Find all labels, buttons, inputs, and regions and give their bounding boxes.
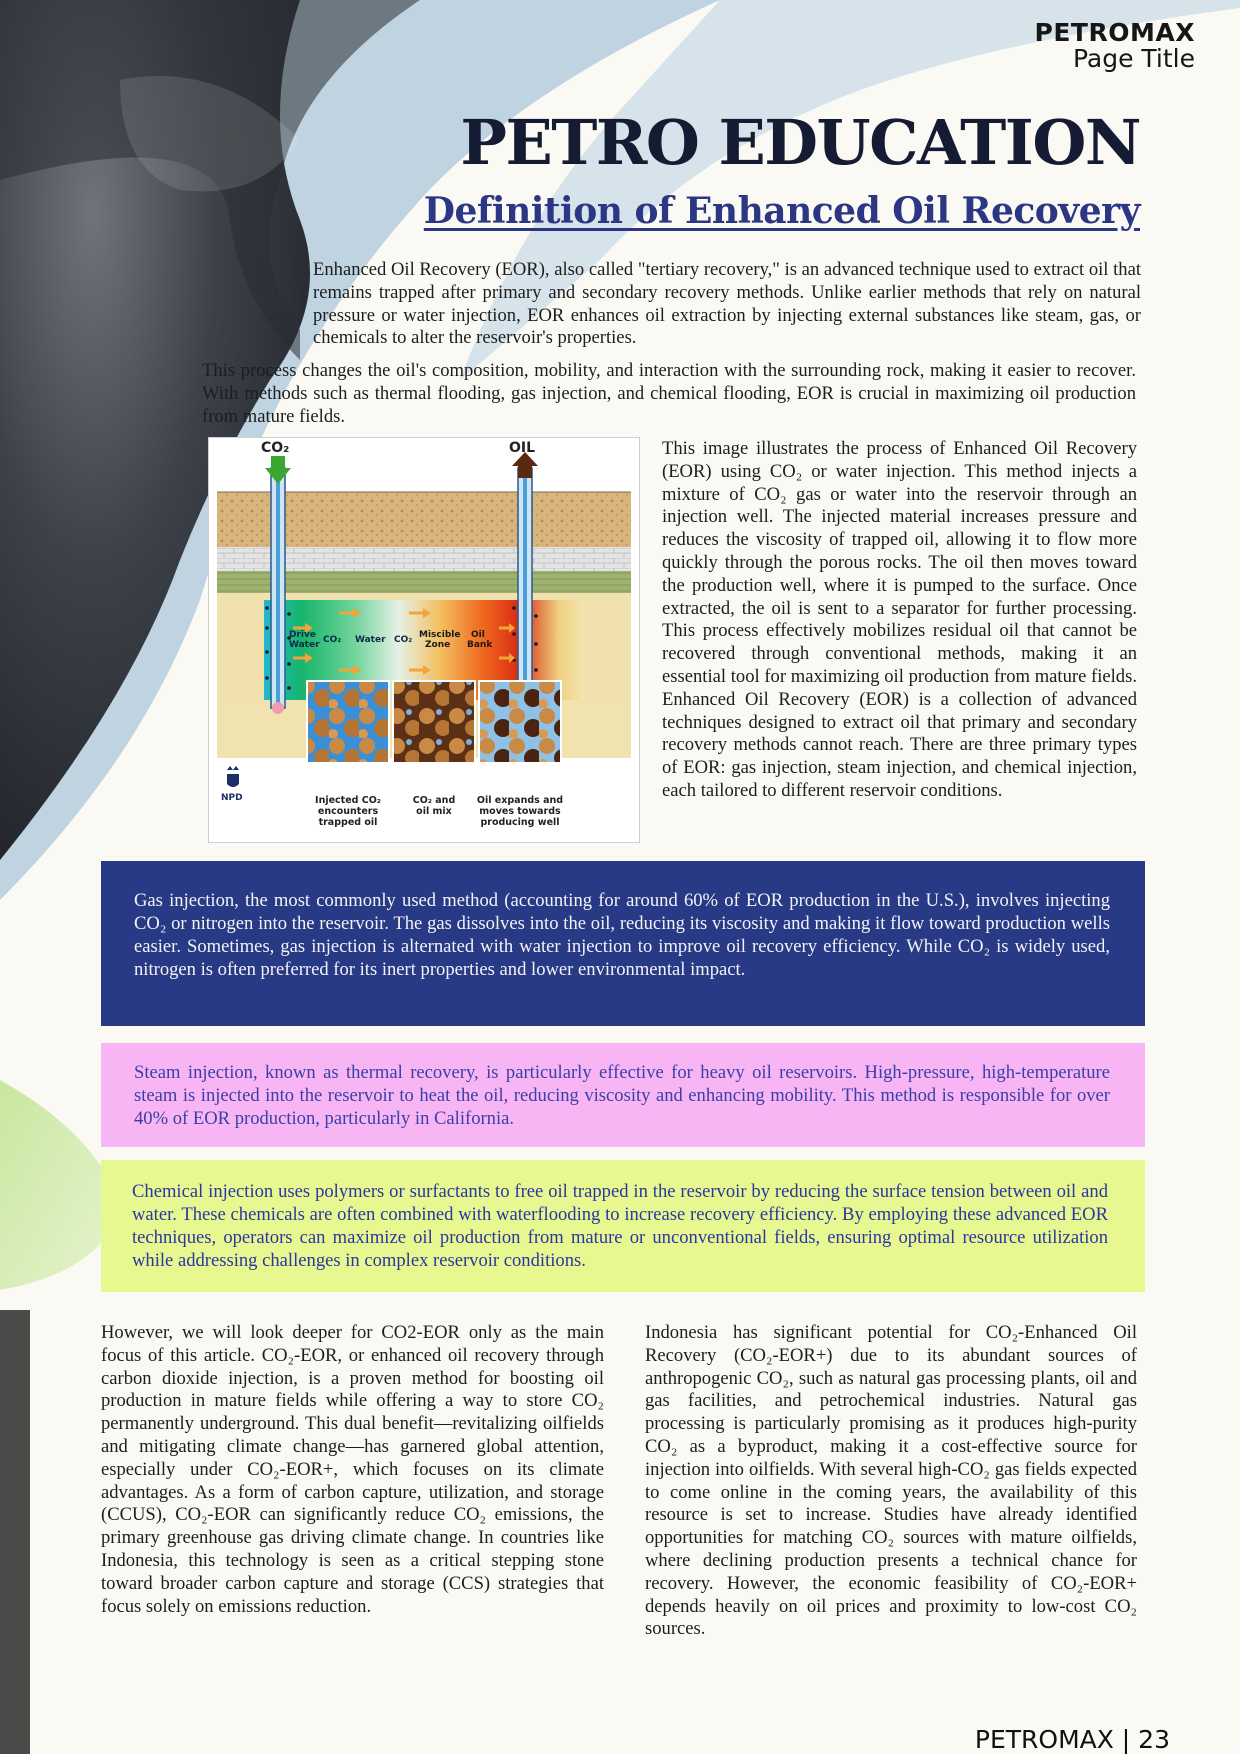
zone-oil-bank-label-2: Bank [467, 640, 493, 650]
brand-name: PETROMAX [1034, 18, 1195, 47]
zone-co2-label-b: CO₂ [394, 635, 413, 645]
zone-drive-label-1: Drive [289, 630, 316, 640]
label-co2: CO₂ [261, 440, 290, 456]
caption-1-line-3: trapped oil [318, 817, 378, 828]
zone-co2-label-a: CO₂ [323, 635, 342, 645]
caption-3-line-2: moves towards [479, 806, 561, 817]
chemical-injection-box [101, 1160, 1145, 1292]
intro-paragraph-2: This process changes the oil's composition, mobility, and interaction with the surrounding rock, making it easier to recover. With methods such as thermal flooding, gas injection, and chemical flooding, EOR is crucial in maximizing oil production from mature fields. [202, 360, 1136, 427]
eor-diagram [208, 437, 640, 843]
steam-injection-box [101, 1043, 1145, 1147]
steam-injection-text: Steam injection, known as thermal recovery, is particularly effective for heavy oil reservoirs. High-pressure, high-temperature steam is injected into the reservoir to heat the oil, reducing viscosity and enhancing mobility. This method is responsible for over 40% of EOR production, particularly in California. [134, 1062, 1110, 1129]
caption-3-line-1: Oil expands and [476, 795, 564, 806]
label-oil: OIL [509, 440, 536, 456]
zone-drive-label-2: Water [289, 640, 320, 650]
caption-1-line-2: encounters [317, 806, 379, 817]
caption-2-line-2: oil mix [416, 806, 452, 817]
zone-miscible-label-1: Miscible [419, 630, 461, 640]
zone-miscible-label-2: Zone [425, 640, 451, 650]
zone-water-label: Water [355, 635, 386, 645]
caption-2-line-1: CO₂ and [412, 795, 456, 806]
npd-logo-text: NPD [221, 793, 243, 803]
chemical-injection-text: Chemical injection uses polymers or surfactants to free oil trapped in the reservoir by reducing the surface tension between oil and water. These chemicals are often combined with waterflooding to increase recovery efficiency. By employing these advanced EOR techniques, operators can maximize oil production from mature or unconventional fields, ensuring optimal resource utilization while addressing challenges in complex reservoir conditions. [132, 1181, 1108, 1271]
brand-block [1035, 20, 1195, 71]
figure-description: This image illustrates the process of Enhanced Oil Recovery (EOR) using CO₂ or water injection. This method injects a mixture of CO₂ gas or water into the reservoir through an injection well. The injected material increases pressure and reduces the viscosity of trapped oil, allowing it to flow more quickly through the porous rocks. The oil then moves toward the production well, where it is pumped to the surface. Once extracted, the oil is sent to a separator for further processing. This process effectively mobilizes residual oil that cannot be recovered through conventional methods, making it an essential tool for maximizing oil production from mature fields. Enhanced Oil Recovery (EOR) is a collection of advanced techniques designed to extract oil that primary and secondary recovery methods cannot reach. There are three primary types of EOR: gas injection, steam injection, and chemical injection, each tailored to different reservoir conditions. [662, 438, 1137, 801]
caption-3-line-3: producing well [480, 817, 560, 828]
column-right-text: Indonesia has significant potential for CO₂-Enhanced Oil Recovery (CO₂-EOR+) due to its abundant sources of anthropogenic CO₂, such as natural gas processing plants, oil and gas facilities, and petrochemical industries. Natural gas processing is particularly promising as it produces high-purity CO₂ as a byproduct, making it a cost-effective source for injection into oilfields. With several high-CO₂ gas fields expected to come online in the coming years, the availability of this resource is set to increase. Studies have already identified opportunities for matching CO₂ sources with mature oilfields, where declining production presents a technical chance for recovery. However, the economic feasibility of CO₂-EOR+ depends heavily on oil prices and proximity to low-cost CO₂ sources. [645, 1322, 1137, 1640]
zone-oil-bank-label-1: Oil [471, 630, 485, 640]
caption-1-line-1: Injected CO₂ [315, 795, 381, 806]
gas-injection-text: Gas injection, the most commonly used method (accounting for around 60% of EOR production in the U.S.), involves injecting CO₂ or nitrogen into the reservoir. The gas dissolves into the oil, reducing its viscosity and making it flow toward production wells easier. Sometimes, gas injection is alternated with water injection to improve oil recovery efficiency. While CO₂ is widely used, nitrogen is often preferred for its inert properties and lower environmental impact. [134, 890, 1110, 980]
page-title-label: Page Title [1072, 44, 1195, 73]
intro-paragraph-1: Enhanced Oil Recovery (EOR), also called "tertiary recovery," is an advanced technique used to extract oil that remains trapped after primary and secondary recovery methods. Unlike earlier methods that rely on natural pressure or water injection, EOR enhances oil extraction by injecting external substances like steam, gas, or chemicals to alter the reservoir's properties. [313, 259, 1141, 349]
page-title: PETRO EDUCATION [460, 106, 1140, 179]
gas-injection-box [101, 861, 1145, 1026]
page-footer: PETROMAX | 23 [974, 1725, 1170, 1754]
npd-crest-icon [227, 766, 239, 787]
section-subtitle: Definition of Enhanced Oil Recovery [423, 190, 1140, 232]
column-left-text: However, we will look deeper for CO2-EOR only as the main focus of this article. CO₂-EOR, or enhanced oil recovery through carbon dioxide injection, is a proven method for boosting oil production in mature fields while offering a way to store CO₂ permanently underground. This dual benefit—revitalizing oilfields and mitigating climate change—has garnered global attention, especially under CO₂-EOR+, which focuses on its climate advantages. As a form of carbon capture, utilization, and storage (CCUS), CO₂-EOR can significantly reduce CO₂ emissions, the primary greenhouse gas driving climate change. In countries like Indonesia, this technology is seen as a critical stepping stone toward broader carbon capture and storage (CCS) strategies that focus solely on emissions reduction. [101, 1322, 604, 1617]
